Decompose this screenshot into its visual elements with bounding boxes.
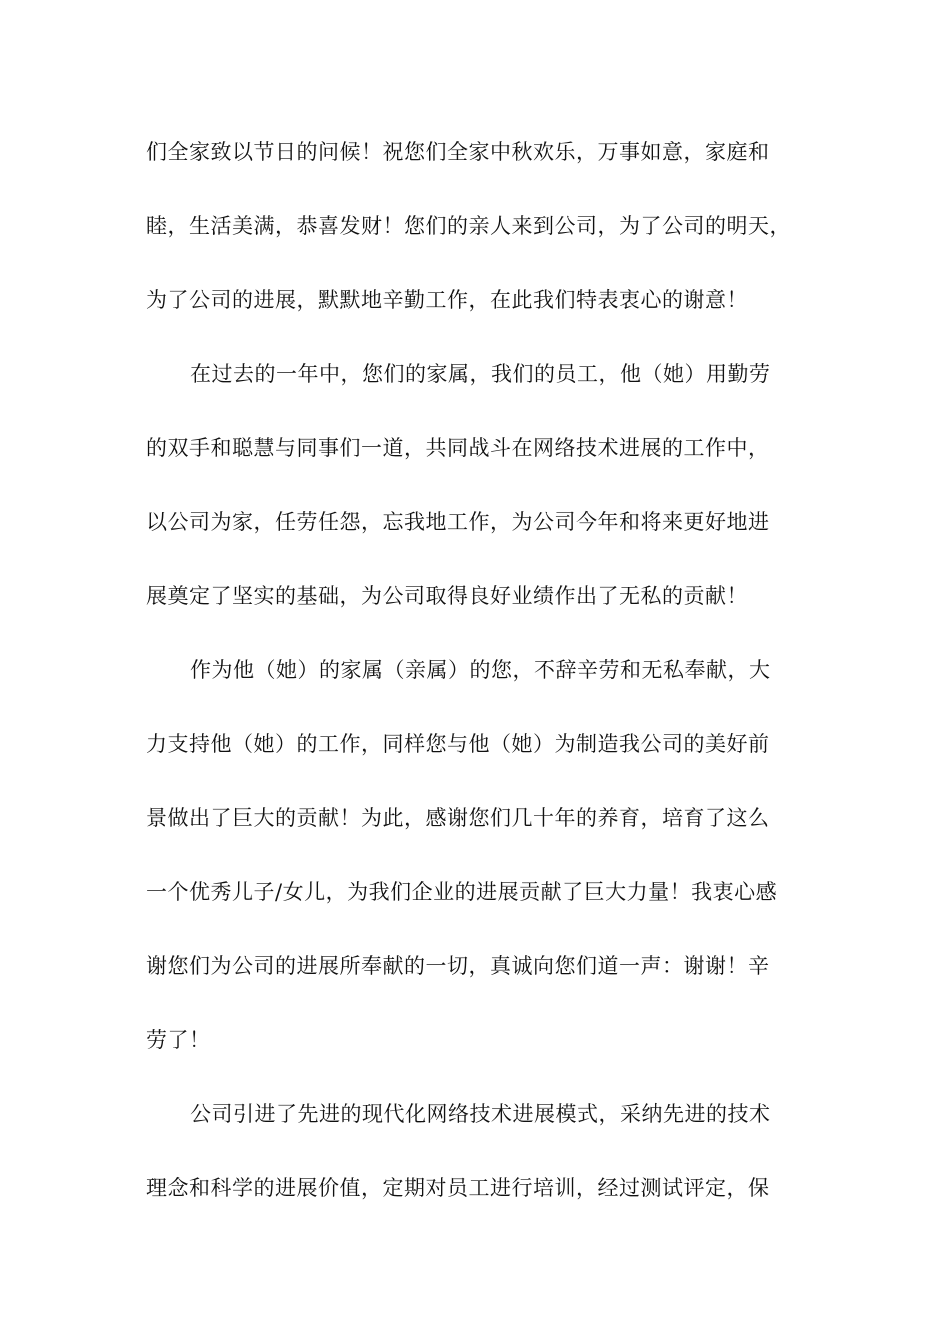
text-line: 力支持他（她）的工作，同样您与他（她）为制造我公司的美好前 <box>146 732 770 756</box>
text-line: 展奠定了坚实的基础，为公司取得良好业绩作出了无私的贡献！ <box>146 584 748 608</box>
text-line: 一个优秀儿子/女儿，为我们企业的进展贡献了巨大力量！我衷心感 <box>146 880 778 904</box>
paragraph-start-line: 公司引进了先进的现代化网络技术进展模式，采纳先进的技术 <box>190 1102 771 1126</box>
text-line: 谢您们为公司的进展所奉献的一切，真诚向您们道一声：谢谢！辛 <box>146 954 770 978</box>
text-line: 的双手和聪慧与同事们一道，共同战斗在网络技术进展的工作中， <box>146 436 770 460</box>
text-line: 睦，生活美满，恭喜发财！您们的亲人来到公司，为了公司的明天， <box>146 214 791 238</box>
text-line: 理念和科学的进展价值，定期对员工进行培训，经过测试评定，保 <box>146 1176 770 1200</box>
paragraph-start-line: 在过去的一年中，您们的家属，我们的员工，他（她）用勤劳 <box>190 362 771 386</box>
paragraph-start-line: 作为他（她）的家属（亲属）的您，不辞辛劳和无私奉献，大 <box>190 658 771 682</box>
text-line: 为了公司的进展，默默地辛勤工作，在此我们特表衷心的谢意！ <box>146 288 748 312</box>
text-line: 劳了！ <box>146 1028 211 1052</box>
text-line: 们全家致以节日的问候！祝您们全家中秋欢乐，万事如意，家庭和 <box>146 140 770 164</box>
text-line: 景做出了巨大的贡献！为此，感谢您们几十年的养育，培育了这么 <box>146 806 770 830</box>
text-line: 以公司为家，任劳任怨，忘我地工作，为公司今年和将来更好地进 <box>146 510 770 534</box>
body-text <box>146 134 814 1244</box>
